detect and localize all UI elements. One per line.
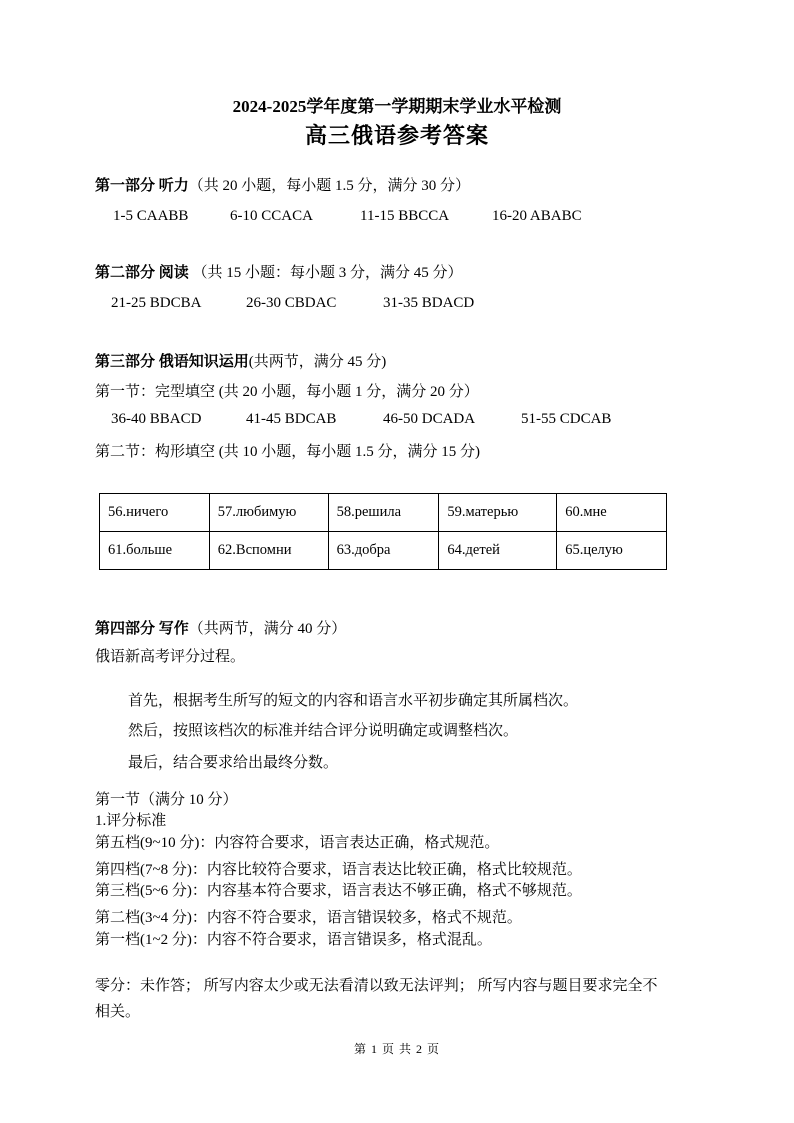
part1-answer: 11-15 BBCCA [360,208,450,224]
part3-answer: 41-45 BDCAB [246,411,337,427]
grade-line: 第一档(1~2 分)：内容不符合要求，语言错误多，格式混乱。 [95,932,492,948]
part2-answer: 26-30 CBDAC [246,295,337,311]
part4-heading: 第四部分 写作 [95,621,189,637]
part3-answer: 46-50 DCADA [383,411,476,427]
table-cell: 62.Вспомни [209,532,328,570]
table-row [100,532,667,570]
table-cell: 56.ничего [100,494,210,532]
table-cell: 65.целую [557,532,667,570]
part2-answer: 31-35 BDACD [383,295,475,311]
part3-header [95,353,386,371]
part3-note: (共两节，满分 45 分) [248,354,387,370]
page-footer: 第 1 页 共 2 页 [353,1042,440,1056]
part3-answer: 36-40 BBACD [111,411,202,427]
table-cell: 57.любимую [209,494,328,532]
part1-answer: 16-20 ABABC [492,208,582,224]
table-cell: 60.мне [557,494,667,532]
part1-answer: 6-10 CCACA [230,208,313,224]
table-cell: 63.добра [328,532,439,570]
part4-intro: 俄语新高考评分过程。 [95,649,246,665]
part2-header [95,264,463,282]
table-cell: 64.детей [439,532,557,570]
table-cell: 58.решила [328,494,439,532]
answer-table [99,493,667,570]
part1-answer: 1-5 CAABB [113,208,189,224]
part1-heading: 第一部分 听力 [95,178,189,194]
part4-note: （共两节，满分 40 分） [188,621,347,637]
table-row [100,494,667,532]
exam-title: 2024-2025学年度第一学期期末学业水平检测 [232,97,562,116]
scoring-step: 首先，根据考生所写的短文的内容和语言水平初步确定其所属档次。 [128,693,579,709]
scoring-step: 最后，结合要求给出最终分数。 [128,755,339,771]
zero-score-line: 零分：未作答； 所写内容太少或无法看清以致无法评判； 所写内容与题目要求完全不 [95,978,658,994]
part1-header [95,177,470,195]
criteria-label: 1.评分标准 [95,813,167,829]
scoring-step: 然后，按照该档次的标准并结合评分说明确定或调整档次。 [128,723,519,739]
answer-key-title: 高三俄语参考答案 [304,123,489,148]
part4-section1-label: 第一节（满分 10 分） [95,792,238,808]
zero-score-line: 相关。 [95,1004,141,1020]
table-cell: 61.больше [100,532,210,570]
part3-section2-label: 第二节：构形填空 (共 10 小题，每小题 1.5 分，满分 15 分) [95,444,480,460]
part3-heading: 第三部分 俄语知识运用 [95,354,249,370]
grade-line: 第三档(5~6 分)：内容基本符合要求，语言表达不够正确，格式不够规范。 [95,883,582,899]
part3-answer: 51-55 CDCAB [521,411,612,427]
part4-header [95,620,346,638]
part2-heading: 第二部分 阅读 [95,265,189,281]
grade-line: 第二档(3~4 分)：内容不符合要求，语言错误较多，格式不规范。 [95,910,522,926]
table-cell: 59.матерью [439,494,557,532]
grade-line: 第五档(9~10 分)：内容符合要求，语言表达正确，格式规范。 [95,835,500,851]
grade-line: 第四档(7~8 分)：内容比较符合要求，语言表达比较正确，格式比较规范。 [95,862,582,878]
part2-note: （共 15 小题：每小题 3 分，满分 45 分） [188,265,463,281]
part2-answer: 21-25 BDCBA [111,295,202,311]
part3-section1-label: 第一节：完型填空 (共 20 小题，每小题 1 分，满分 20 分） [95,384,479,400]
part1-note: （共 20 小题，每小题 1.5 分，满分 30 分） [188,178,471,194]
